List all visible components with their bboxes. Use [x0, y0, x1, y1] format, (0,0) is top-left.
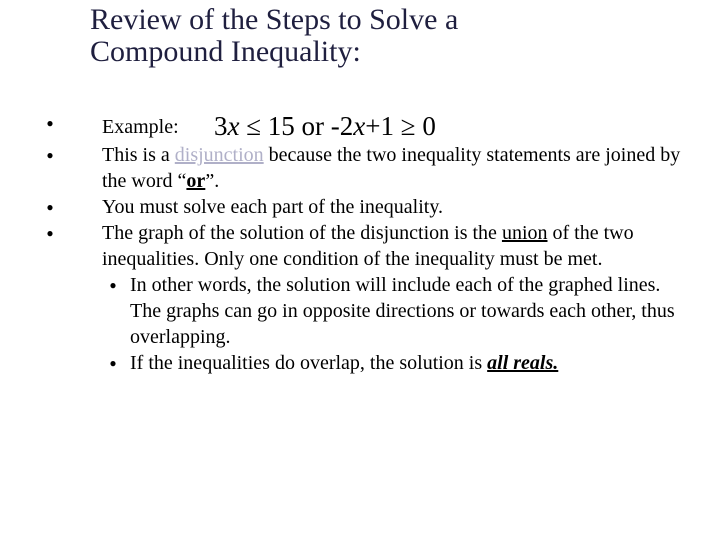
bullet-text: You must solve each part of the inequality. — [102, 196, 444, 218]
title-line-2: Compound Inequality: — [90, 35, 361, 68]
sub-bullet-text: If the inequalities do overlap, the solution is — [130, 352, 488, 374]
bullet-dot-icon: ● — [46, 148, 54, 162]
disjunction-link[interactable]: disjunction — [174, 144, 264, 166]
bullet-dot-icon: ● — [46, 200, 54, 214]
bullet-union: ● The graph of the solution of the disjunction is the union of the two inequalities. Only one condition of the inequality must be met. — [44, 220, 684, 272]
sub-bullet-text: In other words, the solution will include each of the graphed lines. The graphs can go in opposite directions or towards each other, thus overlapping. — [130, 274, 675, 348]
keyword-all-reals: all reals. — [487, 352, 559, 374]
slide-title — [90, 4, 690, 68]
bullet-text: The graph of the solution of the disjunction is the — [102, 222, 502, 244]
bullet-solve-each — [44, 194, 684, 220]
bullet-dot-icon: ● — [46, 116, 54, 130]
bullet-text: This is a — [102, 144, 175, 166]
keyword-union: union — [501, 222, 548, 244]
keyword-or: or — [186, 170, 206, 192]
sub-bullet-graphed-lines — [44, 272, 684, 350]
bullet-example — [44, 110, 684, 142]
bullet-dot-icon: ● — [46, 226, 54, 240]
title-line-1: Review of the Steps to Solve a — [90, 3, 459, 36]
bullet-dot-icon: ● — [109, 278, 117, 292]
bullet-dot-icon: ● — [109, 356, 117, 370]
example-inequality: 3x ≤ 15 or -2x+1 ≥ 0 — [214, 111, 436, 141]
bullet-disjunction: ● This is a disjunction because the two inequality statements are joined by the word “or”. — [44, 142, 684, 194]
example-label: Example: — [102, 116, 179, 138]
bullet-list — [44, 110, 684, 376]
sub-bullet-overlap — [44, 350, 684, 376]
